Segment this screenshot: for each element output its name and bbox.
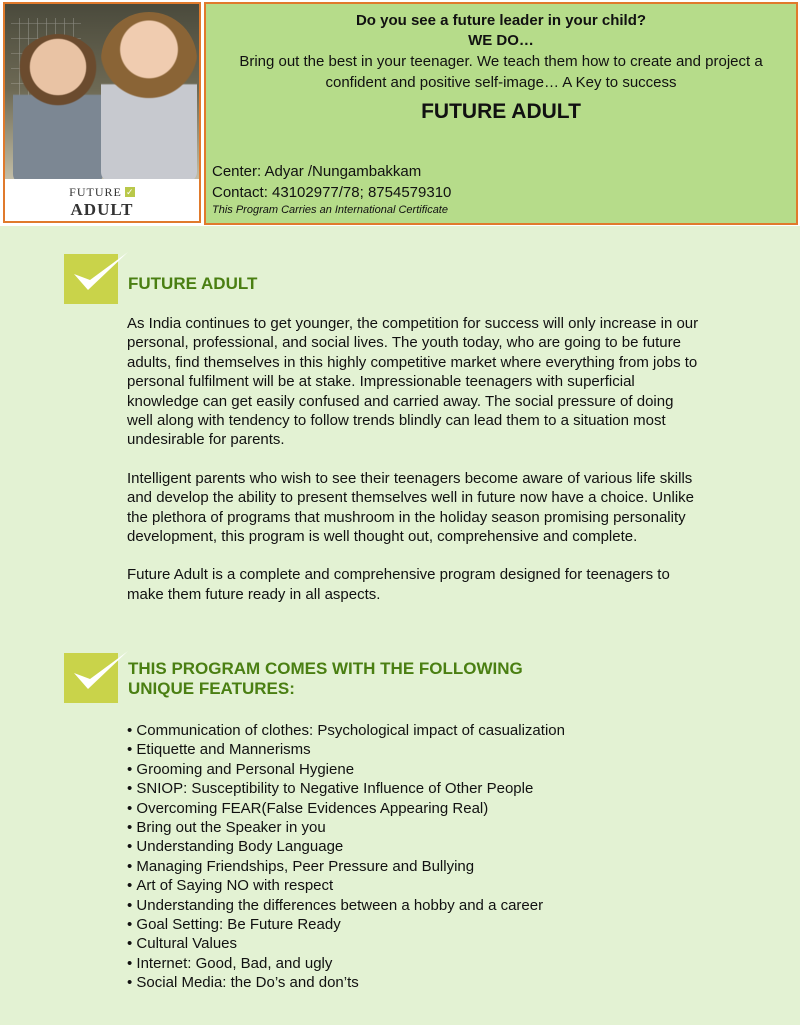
paragraph: Future Adult is a complete and comprehensive program designed for teenagers to make them future ready in all aspects. (127, 566, 670, 603)
features-list (127, 721, 727, 993)
feature-item: • Grooming and Personal Hygiene (127, 760, 727, 779)
promo-we-do: WE DO… (468, 32, 534, 49)
feature-item: • SNIOP: Susceptibility to Negative Influence of Other People (127, 779, 727, 798)
center-text: Center: Adyar /Nungambakkam (212, 163, 422, 180)
promo-description: Bring out the best in your teenager. We teach them how to create and project a confident and positive self-image… A Key to success (239, 53, 763, 91)
contact-text: Contact: 43102977/78; 8754579310 (212, 184, 452, 201)
section-title: FUTURE ADULT (128, 274, 258, 293)
future-adult-logo (5, 179, 199, 221)
section-future-adult-heading (64, 254, 257, 304)
feature-item: • Communication of clothes: Psychological impact of casualization (127, 721, 727, 740)
feature-item: • Social Media: the Do’s and don’ts (127, 973, 727, 992)
logo-bottom-text: ADULT (70, 200, 134, 219)
section-title (128, 659, 523, 699)
checkmark-icon (64, 653, 118, 703)
feature-item: • Understanding Body Language (127, 837, 727, 856)
certificate-text: This Program Carries an International Certificate (212, 204, 448, 216)
header-banner (0, 0, 800, 226)
girl-figure (101, 12, 197, 182)
promo-question: Do you see a future leader in your child? (355, 12, 647, 29)
checkmark-icon (64, 254, 118, 304)
feature-item: • Cultural Values (127, 934, 727, 953)
feature-item: • Internet: Good, Bad, and ugly (127, 954, 727, 973)
section-title-line: THIS PROGRAM COMES WITH THE FOLLOWING (128, 659, 523, 678)
feature-item: • Bring out the Speaker in you (127, 818, 727, 837)
promo-brand: FUTURE ADULT (421, 100, 581, 123)
promo-box (204, 2, 798, 225)
feature-item: • Goal Setting: Be Future Ready (127, 915, 727, 934)
feature-item: • Understanding the differences between a hobby and a career (127, 896, 727, 915)
section-body (127, 314, 702, 623)
promo-info (212, 161, 451, 217)
section-features-heading (64, 653, 523, 703)
paragraph: Intelligent parents who wish to see their teenagers become aware of various life skills and develop the ability to present themselves well in future now have a choice. Unlike the plethora of programs that mushroom in the holiday season promising personality development, this program is well thought out, comprehensive and complete. (127, 469, 694, 546)
feature-item: • Managing Friendships, Peer Pressure and Bullying (127, 857, 727, 876)
logo-top-text: FUTURE (69, 185, 122, 199)
paragraph: As India continues to get younger, the competition for success will only increase in our personal, professional, and social lives. The youth today, who are going to be future adults, find themselves in this highly competitive market where everything from jobs to personal fulfilment will be at stake. Impressionable teenagers with superficial knowledge can get easily confused and carried away. The social pressure of doing well along with tendency to follow trends blindly can lead them to a situation most undesirable for parents. (127, 315, 699, 449)
feature-item: • Etiquette and Mannerisms (127, 740, 727, 759)
boy-figure (13, 34, 103, 184)
teen-photo (3, 2, 201, 223)
feature-item: • Overcoming FEAR(False Evidences Appearing Real) (127, 799, 727, 818)
section-title-line: UNIQUE FEATURES: (128, 679, 295, 698)
feature-item: • Art of Saying NO with respect (127, 876, 727, 895)
logo-check-icon: ✓ (126, 186, 134, 197)
